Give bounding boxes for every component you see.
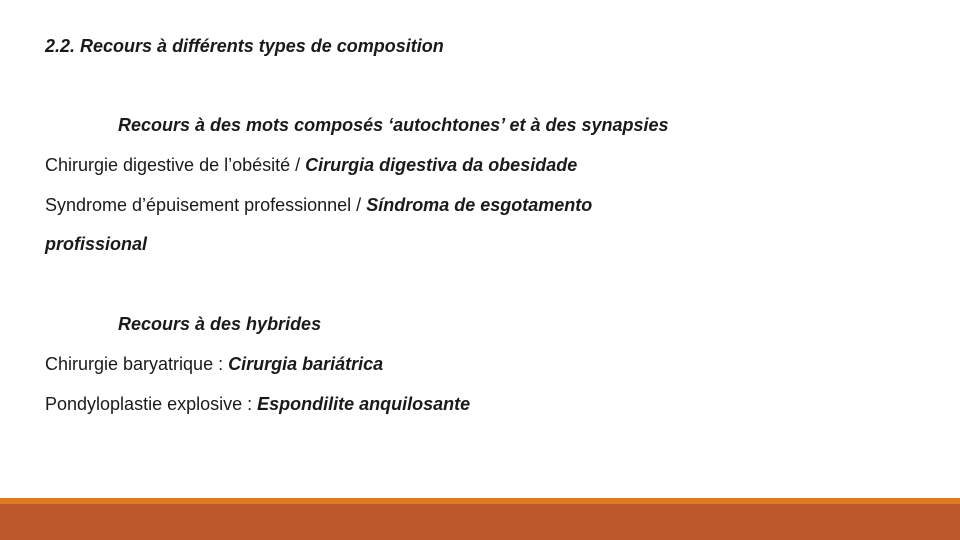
term-item-bariatric-surgery (45, 353, 383, 375)
term-french: Chirurgie baryatrique : (45, 354, 229, 374)
footer-bar (0, 504, 960, 540)
term-french: Chirurgie digestive de l’obésité / (45, 155, 306, 175)
term-french: Syndrome d’épuisement professionnel / (45, 195, 367, 215)
term-french: Pondyloplastie explosive : (45, 394, 258, 414)
term-item-obesity-surgery (45, 154, 577, 176)
term-portuguese: Espondilite anquilosante (257, 394, 471, 414)
term-item-burnout (45, 194, 592, 216)
section-title-hybrids: Recours à des hybrides (118, 314, 322, 334)
term-portuguese: Cirurgia digestiva da obesidade (305, 155, 578, 175)
term-portuguese-continuation: profissional (45, 234, 148, 254)
slide-heading: 2.2. Recours à différents types de composition (45, 36, 444, 56)
term-portuguese: Cirurgia bariátrica (228, 354, 384, 374)
term-item-spondylitis (45, 393, 470, 415)
section-title-compounds: Recours à des mots composés ‘autochtones’ et à des synapsies (118, 115, 669, 135)
term-portuguese: Síndroma de esgotamento (366, 195, 593, 215)
